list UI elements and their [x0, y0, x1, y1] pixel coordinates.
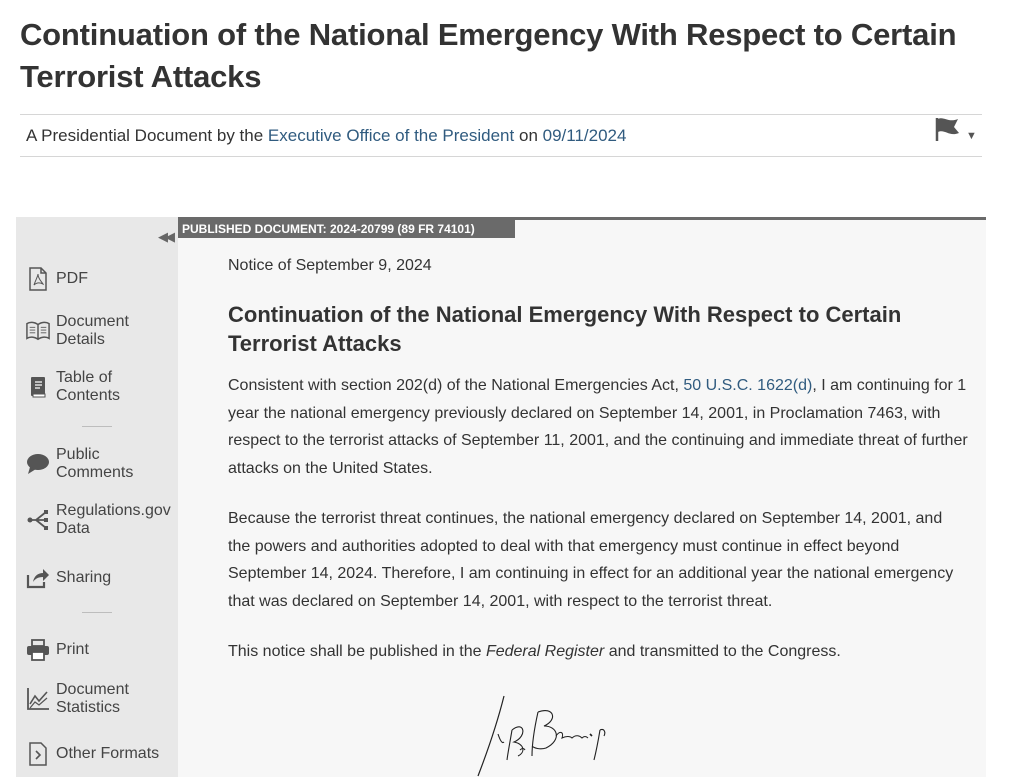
- open-book-icon: [26, 319, 50, 343]
- usc-citation-link[interactable]: 50 U.S.C. 1622(d): [683, 377, 813, 394]
- double-chevron-left-icon[interactable]: ◀◀: [158, 229, 172, 244]
- byline-on: on: [518, 126, 538, 145]
- sidebar-item-pdf[interactable]: [26, 267, 176, 291]
- document-byline: [20, 114, 982, 157]
- paragraph-text: , I am continuing for 1 year the national emergency previously declared on September 14, 2001, in Proclamation 7463, with respect to the terrorist attacks of September 11, 2001, and the continuing and immediate threat of further attacks on the United States.: [228, 377, 968, 477]
- page-title: Continuation of the National Emergency With Respect to Certain Terrorist Attacks: [20, 17, 957, 94]
- byline-prefix: A Presidential Document by the: [26, 126, 264, 145]
- sidebar-divider: [82, 612, 112, 613]
- sidebar-item-label: Print: [56, 641, 89, 658]
- code-file-icon: [26, 742, 50, 766]
- document-content: [178, 217, 986, 777]
- pdf-file-icon: [26, 267, 50, 291]
- document-sidebar: [16, 217, 178, 777]
- sidebar-item-label: Document Details: [56, 313, 129, 348]
- printer-icon: [26, 638, 50, 662]
- sidebar-item-other-formats[interactable]: [26, 742, 176, 766]
- flag-menu-button[interactable]: [934, 123, 980, 149]
- published-document-tab: PUBLISHED DOCUMENT: 2024-20799 (89 FR 74101): [178, 220, 515, 238]
- line-chart-icon: [26, 687, 50, 711]
- sidebar-item-regulations-gov-data[interactable]: [26, 502, 176, 538]
- sidebar-item-label: Table of Contents: [56, 369, 121, 404]
- publication-date-link[interactable]: 09/11/2024: [542, 126, 627, 145]
- sidebar-item-public-comments[interactable]: [26, 446, 176, 482]
- speech-bubble-icon: [26, 452, 50, 476]
- sidebar-item-label: Other Formats: [56, 745, 160, 762]
- sidebar-divider: [82, 426, 112, 427]
- federal-register-title: Federal Register: [485, 643, 605, 660]
- paragraph-text: This notice shall be published in the: [228, 643, 482, 660]
- sidebar-item-table-of-contents[interactable]: [26, 369, 176, 405]
- notice-date: Notice of September 9, 2024: [228, 257, 432, 274]
- sidebar-item-sharing[interactable]: [26, 566, 176, 590]
- paragraph-3: [228, 638, 968, 666]
- agency-link[interactable]: Executive Office of the President: [267, 126, 515, 145]
- flag-icon: [934, 116, 962, 157]
- paragraph-text: and transmitted to the Congress.: [608, 643, 841, 660]
- share-tree-icon: [26, 508, 50, 532]
- chevron-down-icon: ▼: [966, 129, 977, 142]
- paragraph-text: Consistent with section 202(d) of the National Emergencies Act,: [228, 377, 679, 394]
- document-heading: Continuation of the National Emergency With Respect to Certain Terrorist Attacks: [228, 302, 902, 356]
- sidebar-item-label: Regulations.gov Data: [56, 502, 171, 537]
- book-icon: [26, 375, 50, 399]
- sidebar-item-label: Public Comments: [56, 446, 134, 481]
- sidebar-item-label: Sharing: [56, 569, 112, 586]
- share-arrow-icon: [26, 566, 50, 590]
- paragraph-2: Because the terrorist threat continues, the national emergency declared on September 14, 2001, and the powers and authorities adopted to deal with that emergency must continue in effect beyond September 14, 2024. Therefore, I am continuing in effect for an additional year the national emergency that was declared on September 14, 2001, with respect to the terrorist threat.: [228, 510, 954, 610]
- sidebar-item-label: PDF: [56, 270, 88, 287]
- sidebar-item-document-details[interactable]: [26, 313, 176, 349]
- sidebar-item-document-statistics[interactable]: [26, 681, 176, 717]
- sidebar-item-print[interactable]: [26, 638, 176, 662]
- paragraph-1: [228, 372, 968, 482]
- presidential-signature: [474, 690, 614, 780]
- sidebar-item-label: Document Statistics: [56, 681, 129, 716]
